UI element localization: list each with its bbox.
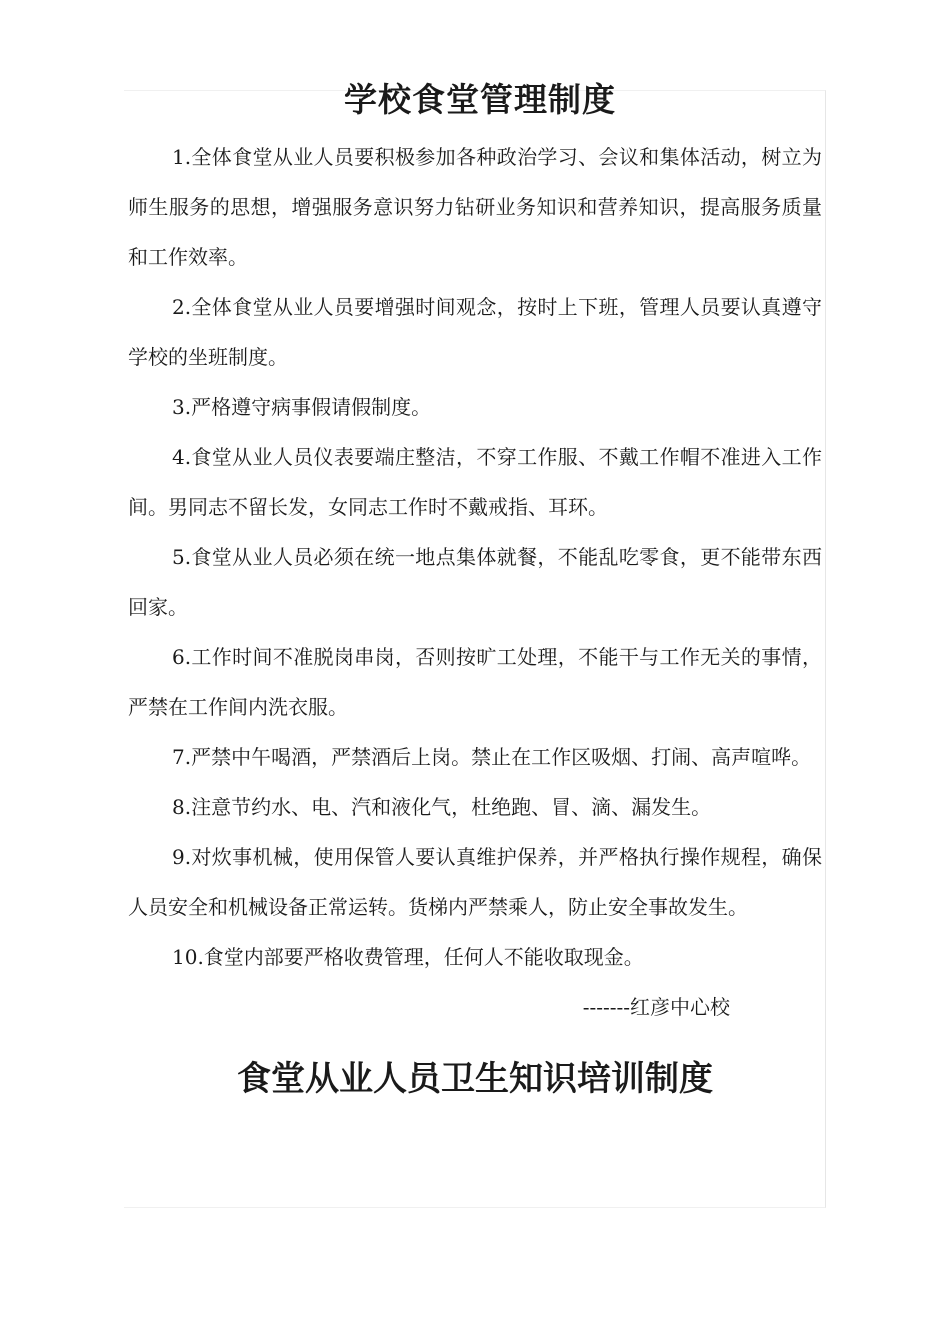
rule-item: 5.食堂从业人员必须在统一地点集体就餐，不能乱吃零食，更不能带东西回家。 xyxy=(128,545,822,619)
rules-list xyxy=(128,132,822,982)
rule-item: 10.食堂内部要严格收费管理，任何人不能收取现金。 xyxy=(172,945,644,969)
rule-item: 8.注意节约水、电、汽和液化气，杜绝跑、冒、滴、漏发生。 xyxy=(172,795,712,819)
next-section-title: 食堂从业人员卫生知识培训制度 xyxy=(237,1059,713,1099)
rule-item: 9.对炊事机械，使用保管人要认真维护保养，并严格执行操作规程，确保人员安全和机械设备正常运转。货梯内严禁乘人，防止安全事故发生。 xyxy=(128,845,822,919)
rule-item: 4.食堂从业人员仪表要端庄整洁，不穿工作服、不戴工作帽不准进入工作间。男同志不留长发，女同志工作时不戴戒指、耳环。 xyxy=(128,445,822,519)
rule-item: 1.全体食堂从业人员要积极参加各种政治学习、会议和集体活动，树立为师生服务的思想，增强服务意识努力钻研业务知识和营养知识，提高服务质量和工作效率。 xyxy=(128,145,822,269)
document-title: 学校食堂管理制度 xyxy=(344,80,616,119)
document-body xyxy=(128,72,822,1114)
signature: -------红彦中心校 xyxy=(582,995,730,1019)
rule-item: 6.工作时间不准脱岗串岗，否则按旷工处理，不能干与工作无关的事情，严禁在工作间内洗衣服。 xyxy=(128,645,822,719)
rule-item: 3.严格遵守病事假请假制度。 xyxy=(172,395,432,419)
rule-item: 2.全体食堂从业人员要增强时间观念，按时上下班，管理人员要认真遵守学校的坐班制度。 xyxy=(128,295,822,369)
rule-item: 7.严禁中午喝酒，严禁酒后上岗。禁止在工作区吸烟、打闹、高声喧哗。 xyxy=(172,745,812,769)
